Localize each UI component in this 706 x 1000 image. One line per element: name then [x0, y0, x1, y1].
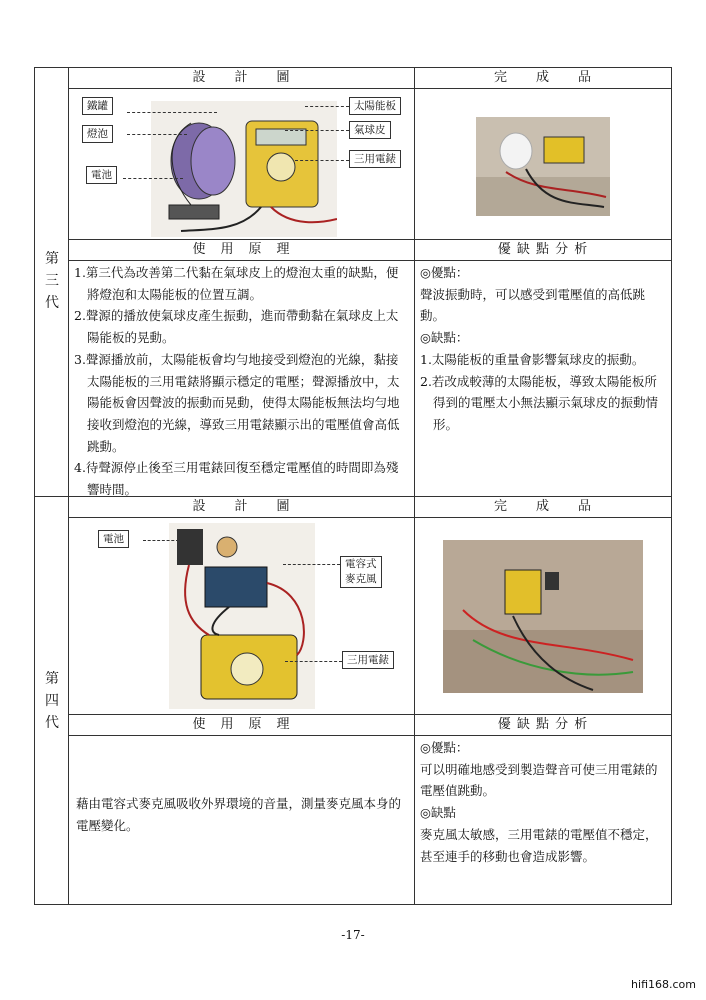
gen4-analysis	[420, 737, 666, 867]
label-condenser-mic: 電容式 麥克風	[340, 556, 382, 588]
principle-item: 1.第三代為改善第二代黏在氣球皮上的燈泡太重的缺點，便將燈泡和太陽能板的位置互調。	[74, 265, 399, 302]
analysis-header: 優 缺 點 分 析	[497, 717, 589, 732]
generation-label-3: 第 三 代	[45, 251, 59, 311]
watermark: hifi168.com	[631, 978, 696, 991]
label-iron-can: 鐵罐	[82, 97, 113, 115]
label-multimeter: 三用電錶	[349, 150, 401, 168]
label-bulb: 燈泡	[82, 125, 113, 143]
principle-item: 2.聲源的播放使氣球皮產生振動，進而帶動黏在氣球皮上太陽能板的晃動。	[74, 308, 399, 346]
product-header: 完 成 品	[493, 499, 592, 514]
cons-title: ◎缺點	[420, 805, 456, 821]
generation-label-4: 第 四 代	[45, 671, 59, 731]
label-battery: 電池	[86, 166, 117, 184]
pros-title: ◎優點：	[420, 265, 469, 280]
principle-item: 4.待聲源停止後至三用電錶回復至穩定電壓值的時間即為殘響時間。	[74, 460, 399, 498]
gen3-analysis	[420, 262, 666, 436]
label-battery: 電池	[98, 530, 129, 548]
cons-title: ◎缺點：	[420, 330, 469, 346]
label-multimeter: 三用電錶	[342, 651, 394, 669]
comparison-table	[34, 67, 672, 905]
pros-title: ◎優點：	[420, 740, 469, 755]
gen3-design-drawing	[151, 101, 337, 237]
gen3-product-photo	[476, 117, 610, 216]
design-header: 設 計 圖	[192, 499, 291, 514]
gen3-principle	[74, 262, 410, 501]
cons-item: 2.若改成較薄的太陽能板，導致太陽能板所得到的電壓太小無法顯示氣球皮的振動情形。	[420, 373, 659, 432]
principle-header: 使 用 原 理	[192, 242, 291, 257]
principle-header: 使 用 原 理	[192, 717, 291, 732]
pros-text: 聲波振動時，可以感受到電壓值的高低跳動。	[420, 286, 646, 324]
product-header: 完 成 品	[493, 70, 592, 85]
analysis-header: 優 缺 點 分 析	[497, 242, 589, 257]
page-number: -17-	[341, 928, 365, 942]
gen4-product-photo	[443, 540, 643, 693]
cons-text: 麥克風太敏感，三用電錶的電壓值不穩定，甚至連手的移動也會造成影響。	[420, 826, 658, 864]
cons-item: 1.太陽能板的重量會影響氣球皮的振動。	[420, 351, 645, 367]
label-solar-panel: 太陽能板	[349, 97, 401, 115]
gen4-principle: 藉由電容式麥克風吸收外界環境的音量，測量麥克風本身的電壓變化。	[76, 796, 402, 833]
pros-text: 可以明確地感受到製造聲音可使三用電錶的電壓值跳動。	[420, 761, 658, 799]
gen4-design-drawing	[169, 523, 315, 709]
design-header: 設 計 圖	[192, 70, 291, 85]
label-balloon-skin: 氣球皮	[349, 121, 391, 139]
principle-item: 3.聲源播放前，太陽能板會均勻地接受到燈泡的光線，黏接太陽能板的三用電錶將顯示穩定的電壓；聲源播放中，太陽能板會因聲波的振動而晃動，使得太陽能板無法均勻地接收到燈泡的光線，導致三用電錶顯示出的電壓值會高低跳動。	[74, 351, 400, 454]
